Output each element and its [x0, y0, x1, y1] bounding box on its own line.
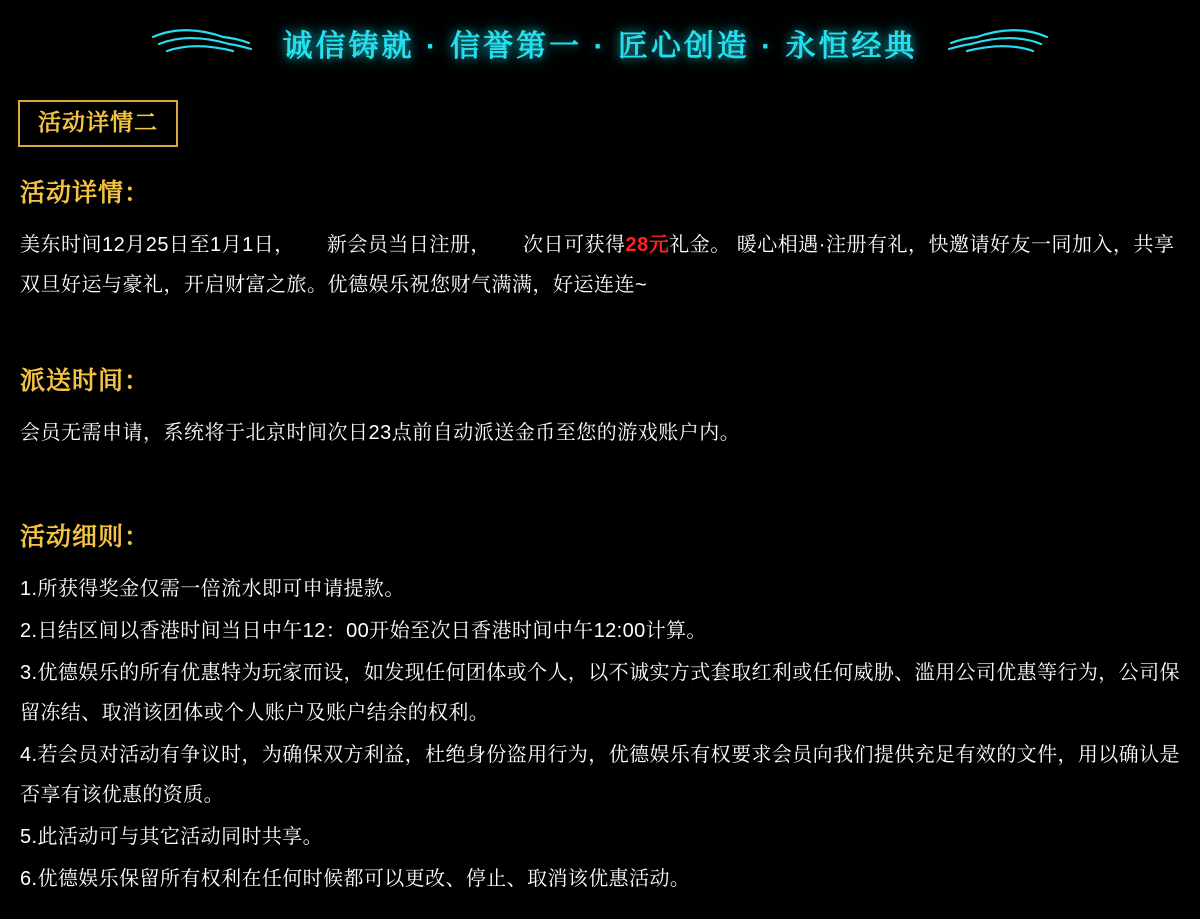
detail-text-4: 礼金。 暖心相遇·注册有礼，快邀请好友一同加入，共享双旦好运与豪礼，开启财富之旅。优德娱乐祝您财气满满，好运连连~ [20, 234, 1175, 296]
list-item: 6.优德娱乐保留所有权利在任何时候都可以更改、停止、取消该优惠活动。 [20, 868, 691, 890]
banner-text: 诚信铸就 · 信誉第一 · 匠心创造 · 永恒经典 [282, 30, 918, 63]
banner-inner [0, 21, 1200, 65]
list-item: 5.此活动可与其它活动同时共享。 [20, 826, 324, 848]
list-item: 2.日结区间以香港时间当日中午12：00开始至次日香港时间中午12:00计算。 [20, 620, 707, 642]
detail-heading: 活动详情： [20, 179, 151, 207]
spacer-block-1 [20, 305, 1180, 361]
list-item: 1.所获得奖金仅需一倍流水即可申请提款。 [20, 578, 405, 600]
page-content [0, 147, 1200, 899]
delivery-paragraph: 会员无需申请，系统将于北京时间次日23点前自动派送金币至您的游戏账户内。 [20, 422, 741, 444]
detail-text-3: 次日可获得 [523, 234, 626, 256]
rules-list [20, 569, 1180, 899]
detail-paragraph [20, 225, 1180, 305]
ornament-flourish-left-icon [149, 23, 269, 63]
detail-text-2: 新会员当日注册， [326, 234, 491, 256]
list-item: 3.优德娱乐的所有优惠特为玩家而设，如发现任何团体或个人，以不诚实方式套取红利或任何威胁、滥用公司优惠等行为，公司保留冻结、取消该团体或个人账户及账户结余的权利。 [20, 662, 1180, 724]
ornament-flourish-right-icon [931, 23, 1051, 63]
detail-text-1: 美东时间12月25日至1月1日， [20, 234, 295, 256]
list-item: 4.若会员对活动有争议时，为确保双方利益，杜绝身份盗用行为，优德娱乐有权要求会员向我们提供充足有效的文件，用以确认是否享有该优惠的资质。 [20, 744, 1180, 806]
bonus-amount-highlight: 28元 [625, 234, 670, 256]
rules-heading: 活动细则： [20, 523, 151, 551]
delivery-heading: 派送时间： [20, 367, 151, 395]
section-chip: 活动详情二 [18, 100, 178, 147]
page-banner [0, 0, 1200, 86]
spacer-block-2 [20, 453, 1180, 517]
section-chip-wrap [0, 86, 1200, 147]
